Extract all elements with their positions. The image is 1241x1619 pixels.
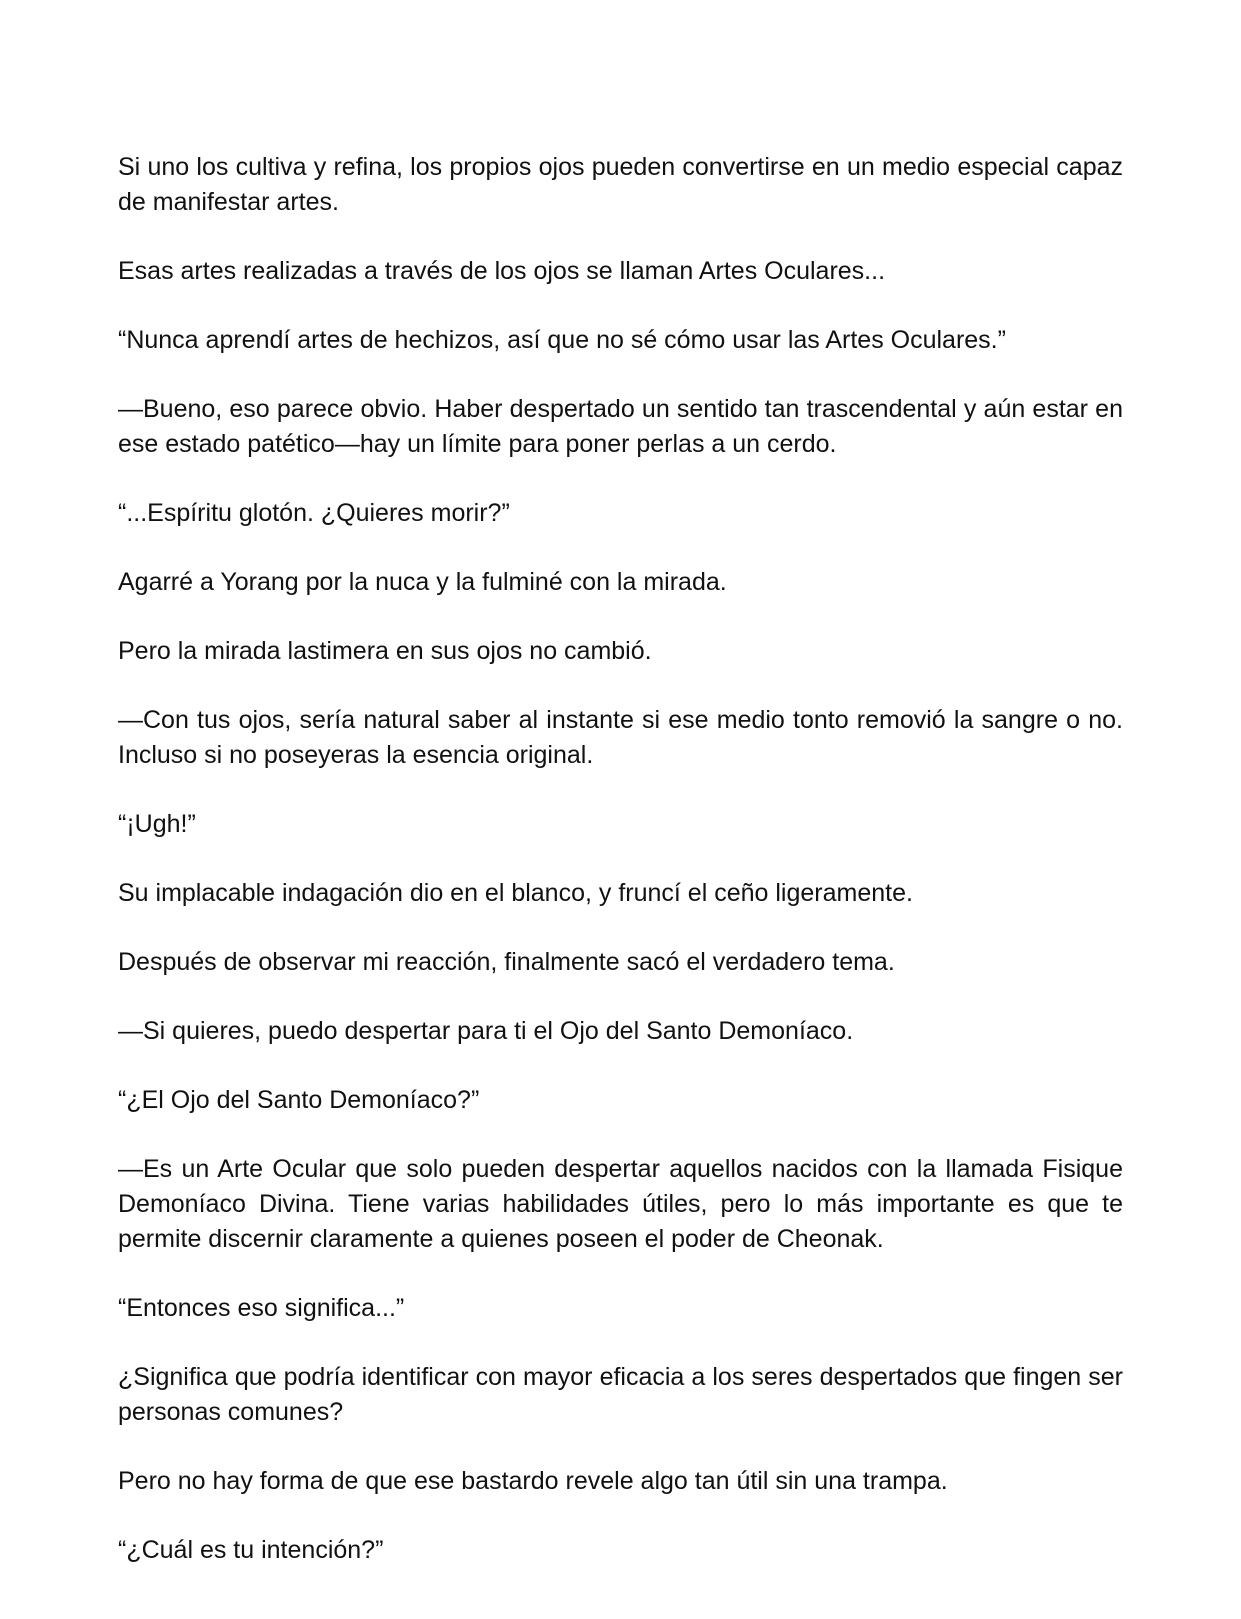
paragraph: Pero la mirada lastimera en sus ojos no cambió. bbox=[118, 637, 652, 665]
paragraph: Pero no hay forma de que ese bastardo revele algo tan útil sin una trampa. bbox=[118, 1467, 948, 1495]
paragraph: —Es un Arte Ocular que solo pueden despertar aquellos nacidos con la llamada Fisique Demoníaco Divina. Tiene varias habilidades útiles, pero lo más importante es que te permite discernir claramente a quienes poseen el poder de Cheonak. bbox=[118, 1155, 1123, 1253]
paragraph: “¡Ugh!” bbox=[118, 810, 196, 838]
paragraph: ¿Significa que podría identificar con mayor eficacia a los seres despertados que fingen ser personas comunes? bbox=[118, 1363, 1123, 1426]
paragraph: Si uno los cultiva y refina, los propios ojos pueden convertirse en un medio especial capaz de manifestar artes. bbox=[118, 153, 1123, 216]
document-body bbox=[118, 150, 1123, 1568]
paragraph: Después de observar mi reacción, finalmente sacó el verdadero tema. bbox=[118, 948, 895, 976]
paragraph: Esas artes realizadas a través de los ojos se llaman Artes Oculares... bbox=[118, 257, 886, 285]
paragraph: Agarré a Yorang por la nuca y la fulminé con la mirada. bbox=[118, 568, 727, 596]
paragraph: —Bueno, eso parece obvio. Haber despertado un sentido tan trascendental y aún estar en ese estado patético—hay un límite para poner perlas a un cerdo. bbox=[118, 395, 1123, 458]
paragraph: “¿El Ojo del Santo Demoníaco?” bbox=[118, 1086, 480, 1114]
paragraph: Su implacable indagación dio en el blanco, y fruncí el ceño ligeramente. bbox=[118, 879, 913, 907]
paragraph: “...Espíritu glotón. ¿Quieres morir?” bbox=[118, 499, 510, 527]
paragraph: —Con tus ojos, sería natural saber al instante si ese medio tonto removió la sangre o no. Incluso si no poseyeras la esencia original. bbox=[118, 706, 1123, 769]
paragraph: —Si quieres, puedo despertar para ti el Ojo del Santo Demoníaco. bbox=[118, 1017, 854, 1045]
paragraph: “Entonces eso significa...” bbox=[118, 1294, 405, 1322]
paragraph: “Nunca aprendí artes de hechizos, así que no sé cómo usar las Artes Oculares.” bbox=[118, 326, 1006, 354]
paragraph: “¿Cuál es tu intención?” bbox=[118, 1536, 384, 1564]
